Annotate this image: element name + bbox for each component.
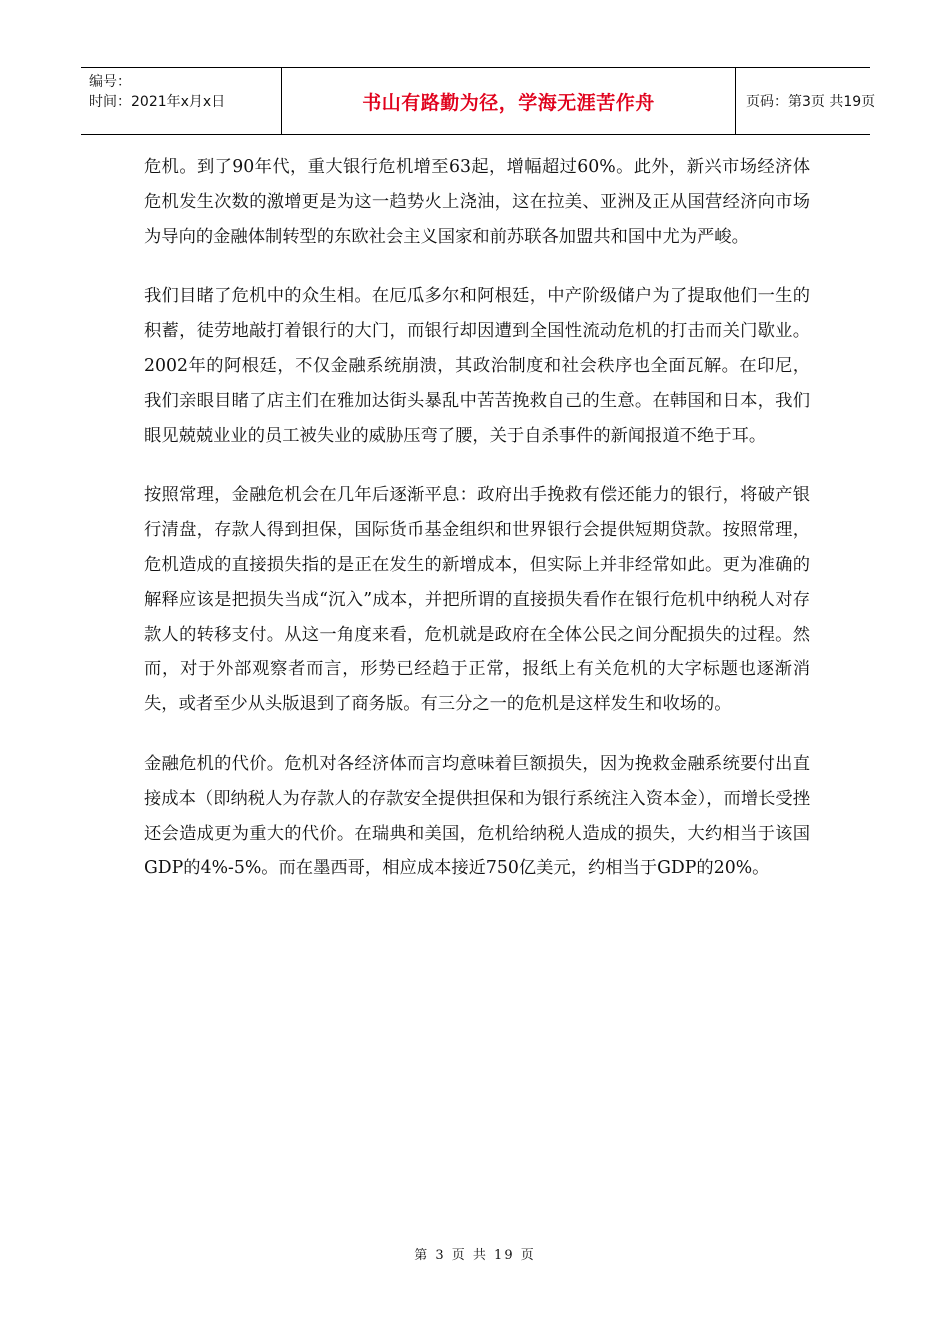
header-motto: 书山有路勤为径，学海无涯苦作舟	[282, 68, 736, 134]
paragraph-4: 金融危机的代价。危机对各经济体而言均意味着巨额损失，因为挽救金融系统要付出直接成本（即纳税人为存款人的存款安全提供担保和为银行系统注入资本金），而增长受挫还会造成更为重大的代价。在瑞典和美国，危机给纳税人造成的损失，大约相当于该国GDP的4%-5%。而在墨西哥，相应成本接近750亿美元，约相当于GDP的20%。	[144, 753, 810, 879]
header-page-info: 页码：第3页 共19页	[746, 94, 876, 110]
time-label: 时间：2021年x月x日	[89, 94, 226, 110]
page-header	[81, 67, 876, 135]
paragraph-3: 按照常理，金融危机会在几年后逐渐平息：政府出手挽救有偿还能力的银行，将破产银行清盘，存款人得到担保，国际货币基金组织和世界银行会提供短期贷款。按照常理，危机造成的直接损失指的是正在发生的新增成本，但实际上并非经常如此。更为准确的解释应该是把损失当成“沉入”成本，并把所谓的直接损失看作在银行危机中纳税人对存款人的转移支付。从这一角度来看，危机就是政府在全体公民之间分配损失的过程。然而，对于外部观察者而言，形势已经趋于正常，报纸上有关危机的大字标题也逐渐消失，或者至少从头版退到了商务版。有三分之一的危机是这样发生和收场的。	[144, 485, 810, 715]
number-label: 编号：	[89, 74, 131, 90]
document-body	[144, 150, 810, 911]
paragraph-1: 危机。到了90年代，重大银行危机增至63起，增幅超过60%。此外，新兴市场经济体危机发生次数的激增更是为这一趋势火上浇油，这在拉美、亚洲及正从国营经济向市场为导向的金融体制转型的东欧社会主义国家和前苏联各加盟共和国中尤为严峻。	[144, 157, 810, 247]
header-meta	[81, 68, 282, 134]
paragraph-2: 我们目睹了危机中的众生相。在厄瓜多尔和阿根廷，中产阶级储户为了提取他们一生的积蓄，徒劳地敲打着银行的大门，而银行却因遭到全国性流动危机的打击而关门歇业。2002年的阿根廷，不仅金融系统崩溃，其政治制度和社会秩序也全面瓦解。在印尼，我们亲眼目睹了店主们在雅加达街头暴乱中苦苦挽救自己的生意。在韩国和日本，我们眼见兢兢业业的员工被失业的威胁压弯了腰，关于自杀事件的新闻报道不绝于耳。	[144, 286, 810, 446]
page-footer: 第 3 页 共 19 页	[414, 1248, 536, 1263]
